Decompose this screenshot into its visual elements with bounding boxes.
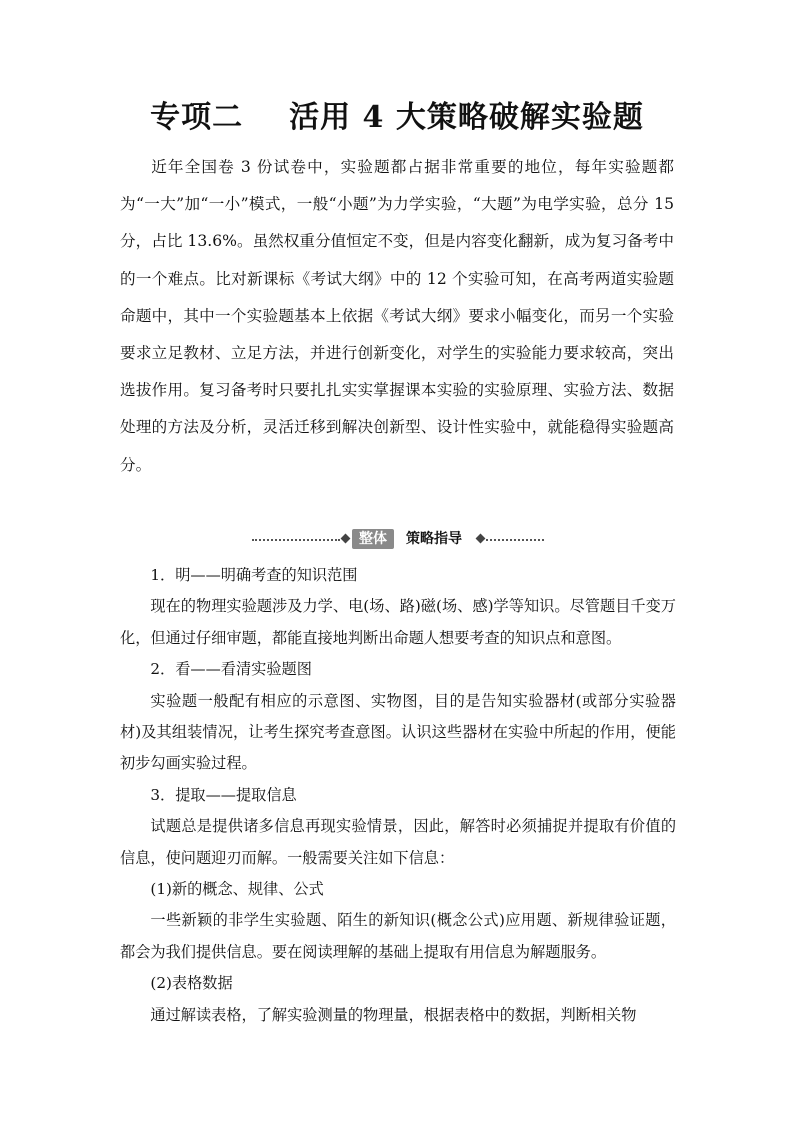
section-3-sub-1-heading: (1)新的概念、规律、公式 (150, 880, 324, 899)
intro-paragraph: 近年全国卷 3 份试卷中，实验题都占据非常重要的地位，每年实验题都为“一大”加“一小”模式，一般“小题”为力学实验，“大题”为电学实验，总分 15 分，占比 13.6%。虽然权重分值恒定不变，但是内容变化翻新，成为复习备考中的一个难点。比对新课标《考试大纲》中的 12 个实验可知，在高考两道实验题命题中，其中一个实验题基本上依据《考试大纲》要求小幅变化，而另一个实验要求立足教材、立足方法，并进行创新变化，对学生的实验能力要求较高，突出选拔作用。复习备考时只要扎扎实实掌握课本实验的实验原理、实验方法、数据处理的方法及分析，灵活迁移到解决创新型、设计性实验中，就能稳得实验题高分。 (120, 158, 674, 474)
banner-tag-text: 策略指导 (406, 531, 462, 547)
section-3-sub-2-heading: (2)表格数据 (150, 974, 233, 993)
banner-diamond-left-icon (341, 534, 351, 544)
page-title (0, 92, 794, 136)
banner-dotted-line-left (252, 539, 340, 541)
title-part-1: 专项二 (150, 100, 244, 135)
banner-tag-highlight: 整体 (352, 529, 394, 549)
banner-dotted-line-right (486, 539, 544, 541)
strategy-body (120, 560, 676, 1031)
section-1-text: 现在的物理实验题涉及力学、电(场、路)磁(场、感)学等知识。尽管题目千变万化，但通过仔细审题，都能直接地判断出命题人想要考查的知识点和意图。 (120, 597, 676, 647)
section-2-heading: 2．看——看清实验题图 (150, 660, 312, 679)
section-3-text: 试题总是提供诸多信息再现实验情景，因此，解答时必须捕捉并提取有价值的信息，使问题迎刃而解。一般需要关注如下信息： (120, 817, 676, 867)
section-3-sub-2-text: 通过解读表格，了解实验测量的物理量，根据表格中的数据，判断相关物 (150, 1005, 637, 1024)
section-2-text: 实验题一般配有相应的示意图、实物图，目的是告知实验器材(或部分实验器材)及其组装情况，让考生探究考查意图。认识这些器材在实验中所起的作用，便能初步勾画实验过程。 (120, 691, 676, 773)
section-3-heading: 3．提取——提取信息 (150, 785, 297, 804)
intro-section (120, 149, 674, 484)
section-3-sub-1-text: 一些新颖的非学生实验题、陌生的新知识(概念公式)应用题、新规律验证题，都会为我们提供信息。要在阅读理解的基础上提取有用信息为解题服务。 (120, 911, 676, 961)
section-banner (252, 528, 544, 550)
banner-diamond-right-icon (476, 534, 486, 544)
section-1-heading: 1．明——明确考查的知识范围 (150, 566, 358, 584)
title-part-2: 活用 4 大策略破解实验题 (289, 100, 644, 135)
